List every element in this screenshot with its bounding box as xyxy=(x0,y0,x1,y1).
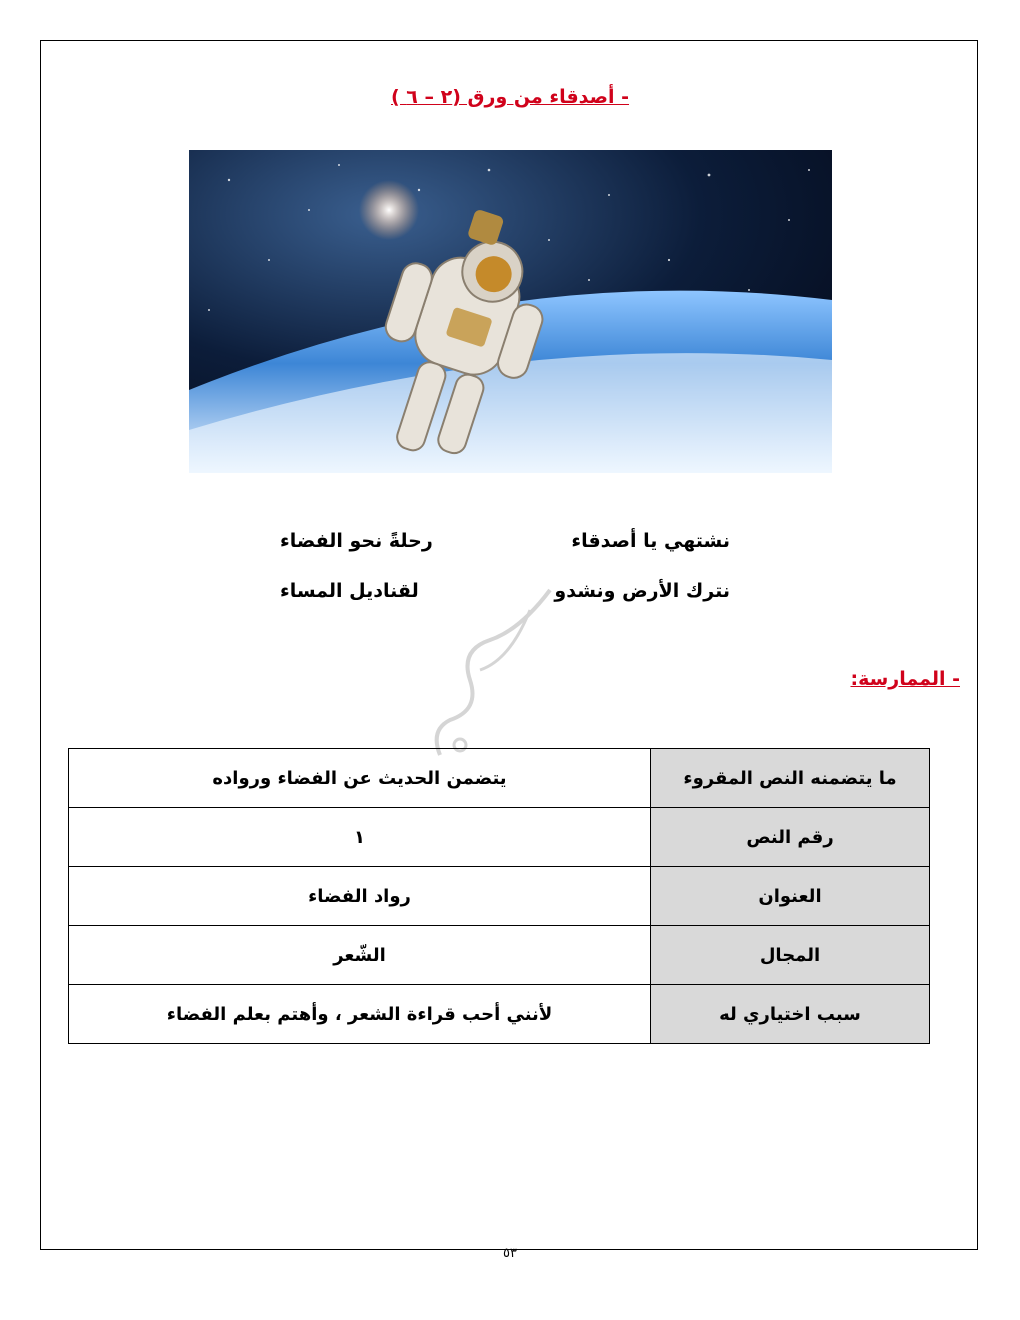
poem-line xyxy=(280,580,730,630)
poem-hemistich-right: نشتهي يا أصدقاء xyxy=(571,530,730,552)
practice-section-title: - الممارسة: xyxy=(850,668,960,690)
astronaut-photo xyxy=(189,150,832,473)
row-label: المجال xyxy=(651,926,930,985)
row-label: رقم النص xyxy=(651,808,930,867)
table-row xyxy=(69,926,930,985)
page-title-text: - أصدقاء من ورق (٢ – ٦ ) xyxy=(390,86,630,108)
poem-line xyxy=(280,530,730,580)
table-row xyxy=(69,749,930,808)
row-label: ما يتضمنه النص المقروء xyxy=(651,749,930,808)
poem-hemistich-right: نترك الأرض ونشدو xyxy=(554,580,730,602)
poem-hemistich-left: رحلةً نحو الفضاء xyxy=(280,530,433,552)
row-value: ١ xyxy=(69,808,651,867)
row-value: لأنني أحب قراءة الشعر ، وأهتم بعلم الفضاء xyxy=(69,985,651,1044)
poem xyxy=(280,530,730,630)
poem-hemistich-left: لقناديل المساء xyxy=(280,580,419,602)
row-value: يتضمن الحديث عن الفضاء ورواده xyxy=(69,749,651,808)
practice-table xyxy=(68,748,930,1044)
page-number: ٥٣ xyxy=(503,1246,517,1261)
table-row xyxy=(69,985,930,1044)
table-row xyxy=(69,867,930,926)
row-label: العنوان xyxy=(651,867,930,926)
row-value: الشّعر xyxy=(69,926,651,985)
row-value: رواد الفضاء xyxy=(69,867,651,926)
astronaut-illustration xyxy=(189,150,832,473)
row-label: سبب اختياري له xyxy=(651,985,930,1044)
table-row xyxy=(69,808,930,867)
page-title xyxy=(0,86,1020,108)
